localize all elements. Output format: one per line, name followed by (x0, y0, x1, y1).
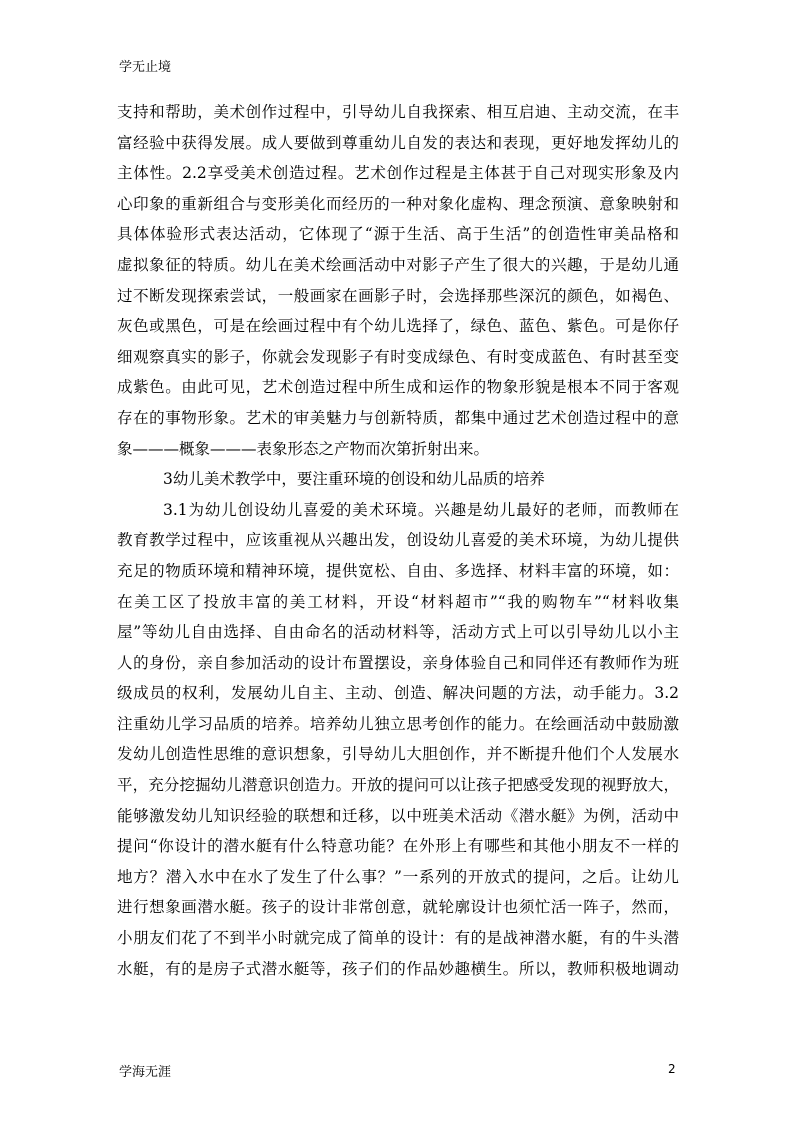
text-line: 进行想象画潜水艇。孩子的设计非常创意，就轮廓设计也须忙活一阵子，然而， (117, 898, 679, 917)
page-header: 学无止境 (119, 60, 172, 75)
text-line: 教育教学过程中，应该重视从兴趣出发，创设幼儿喜爱的美术环境，为幼儿提供 (117, 531, 679, 550)
text-line: 人的身份，亲自参加活动的设计布置摆设，亲身体验自己和同伴还有教师作为班 (117, 653, 679, 672)
text-line: 平，充分挖掘幼儿潜意识创造力。开放的提问可以让孩子把感受发现的视野放大， (117, 776, 679, 795)
text-line: 发幼儿创造性思维的意识想象，引导幼儿大胆创作，并不断提升他们个人发展水 (117, 745, 679, 764)
text-line: 地方？潜入水中在水了发生了什么事？”一系列的开放式的提问，之后。让幼儿 (117, 867, 679, 886)
text-line: 细观察真实的影子，你就会发现影子有时变成绿色、有时变成蓝色、有时甚至变 (117, 347, 679, 366)
text-line: 在美工区了投放丰富的美工材料，开设“材料超市”“我的购物车”“材料收集 (117, 592, 679, 611)
text-line: 3.1为幼儿创设幼儿喜爱的美术环境。兴趣是幼儿最好的老师，而教师在 (163, 500, 679, 519)
page-number: 2 (668, 1062, 676, 1076)
text-line: 富经验中获得发展。成人要做到尊重幼儿自发的表达和表现，更好地发挥幼儿的 (117, 133, 679, 152)
text-line: 水艇，有的是房子式潜水艇等，孩子们的作品妙趣横生。所以，教师积极地调动 (117, 959, 679, 978)
text-line: 心印象的重新组合与变形美化而经历的一种对象化虚构、理念预演、意象映射和 (117, 194, 679, 213)
text-line: 屋”等幼儿自由选择、自由命名的活动材料等，活动方式上可以引导幼儿以小主 (117, 623, 679, 642)
body-text (117, 97, 679, 984)
text-line: 充足的物质环境和精神环境，提供宽松、自由、多选择、材料丰富的环境，如： (117, 561, 679, 580)
text-line: 注重幼儿学习品质的培养。培养幼儿独立思考创作的能力。在绘画活动中鼓励激 (117, 714, 679, 733)
text-line: 能够激发幼儿知识经验的联想和迁移，以中班美术活动《潜水艇》为例，活动中 (117, 806, 679, 825)
text-line: 虚拟象征的特质。幼儿在美术绘画活动中对影子产生了很大的兴趣，于是幼儿通 (117, 255, 679, 274)
text-line: 支持和帮助，美术创作过程中，引导幼儿自我探索、相互启迪、主动交流，在丰 (117, 103, 679, 121)
text-line: 具体体验形式表达活动，它体现了“源于生活、高于生活”的创造性审美品格和 (117, 225, 679, 244)
text-line: 过不断发现探索尝试，一般画家在画影子时，会选择那些深沉的颜色，如褐色、 (117, 286, 679, 305)
text-line: 提问“你设计的潜水艇有什么特意功能？在外形上有哪些和其他小朋友不一样的 (117, 837, 679, 856)
text-line: 主体性。2.2享受美术创造过程。艺术创作过程是主体甚于自己对现实形象及内 (117, 164, 679, 183)
section-heading: 3幼儿美术教学中，要注重环境的创设和幼儿品质的培养 (163, 470, 545, 489)
text-line: 成紫色。由此可见，艺术创造过程中所生成和运作的物象形貌是根本不同于客观 (117, 378, 679, 397)
text-line: 存在的事物形象。艺术的审美魅力与创新特质，都集中通过艺术创造过程中的意 (117, 408, 679, 427)
text-line: 象———概象———表象形态之产物而次第折射出来。 (117, 439, 490, 458)
page-footer: 学海无涯 (119, 1065, 172, 1080)
text-line: 级成员的权利，发展幼儿自主、主动、创造、解决问题的方法，动手能力。3.2 (117, 684, 679, 703)
text-line: 灰色或黑色，可是在绘画过程中有个幼儿选择了，绿色、蓝色、紫色。可是你仔 (117, 317, 679, 336)
text-line: 小朋友们花了不到半小时就完成了简单的设计：有的是战神潜水艇，有的牛头潜 (117, 929, 679, 948)
